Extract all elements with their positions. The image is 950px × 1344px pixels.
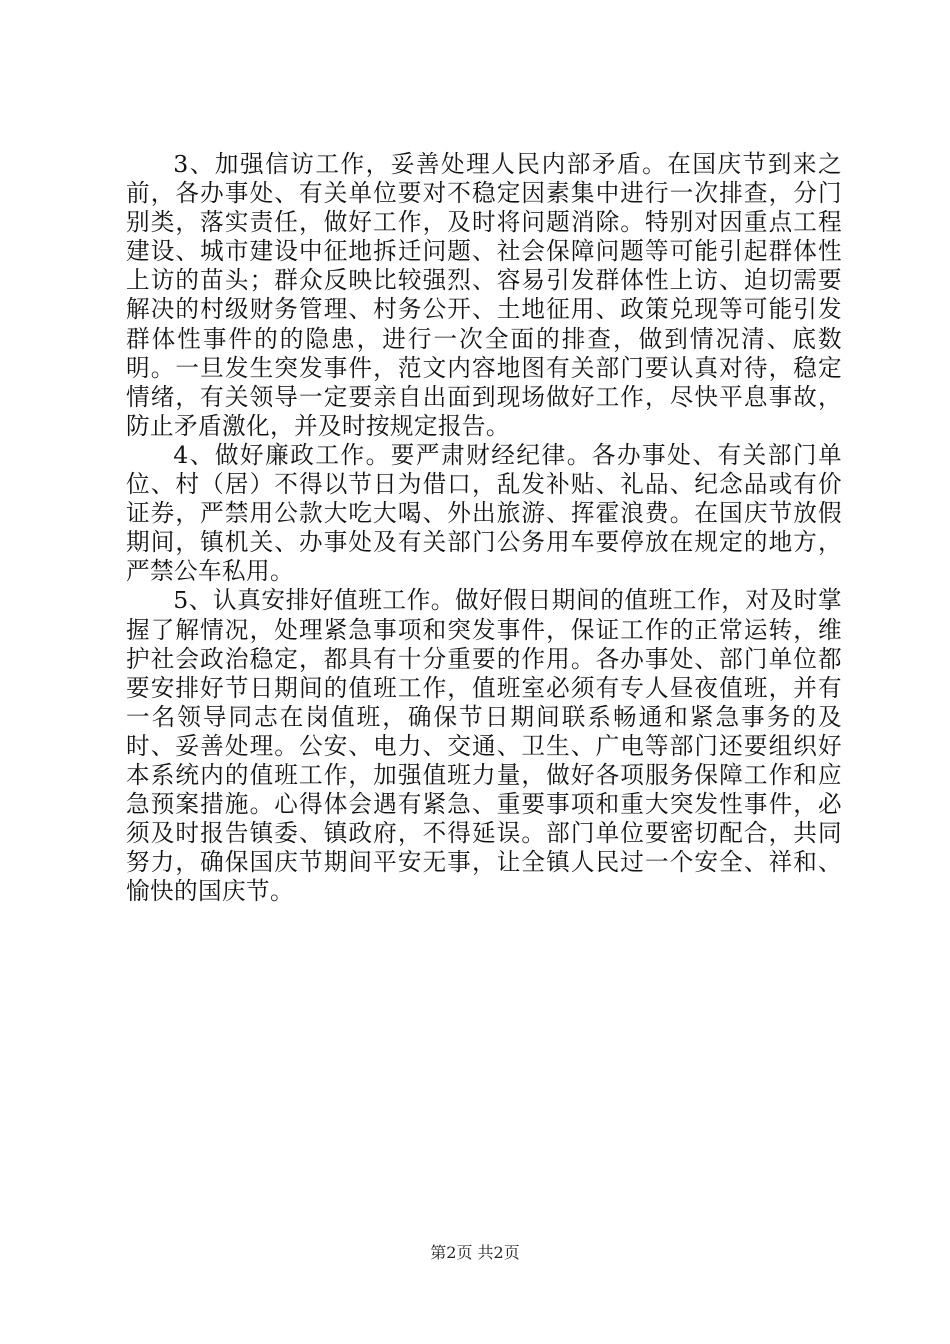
document-body — [126, 150, 842, 906]
paragraph-petition-work: 3、加强信访工作，妥善处理人民内部矛盾。在国庆节到来之前，各办事处、有关单位要对不稳定因素集中进行一次排查，分门别类，落实责任，做好工作，及时将问题消除。特别对因重点工程建设、城市建设中征地拆迁问题、社会保障问题等可能引起群体性上访的苗头；群众反映比较强烈、容易引发群体性上访、迫切需要解决的村级财务管理、村务公开、土地征用、政策兑现等可能引发群体性事件的的隐患，进行一次全面的排查，做到情况清、底数明。一旦发生突发事件，范文内容地图有关部门要认真对待，稳定情绪，有关领导一定要亲自出面到现场做好工作，尽快平息事故，防止矛盾激化，并及时按规定报告。 — [126, 150, 842, 440]
paragraph-duty-arrangement: 5、认真安排好值班工作。做好假日期间的值班工作，对及时掌握了解情况，处理紧急事项和突发事件，保证工作的正常运转，维护社会政治稳定，都具有十分重要的作用。各办事处、部门单位都要安排好节日期间的值班工作，值班室必须有专人昼夜值班，并有一名领导同志在岗值班，确保节日期间联系畅通和紧急事务的及时、妥善处理。公安、电力、交通、卫生、广电等部门还要组织好本系统内的值班工作，加强值班力量，做好各项服务保障工作和应急预案措施。心得体会遇有紧急、重要事项和重大突发性事件，必须及时报告镇委、镇政府，不得延误。部门单位要密切配合，共同努力，确保国庆节期间平安无事，让全镇人民过一个安全、祥和、愉快的国庆节。 — [126, 586, 842, 906]
paragraph-integrity-work: 4、做好廉政工作。要严肃财经纪律。各办事处、有关部门单位、村（居）不得以节日为借口，乱发补贴、礼品、纪念品或有价证券，严禁用公款大吃大喝、外出旅游、挥霍浪费。在国庆节放假期间，镇机关、办事处及有关部门公务用车要停放在规定的地方，严禁公车私用。 — [126, 440, 842, 586]
page-number-footer: 第2页 共2页 — [430, 1243, 520, 1262]
